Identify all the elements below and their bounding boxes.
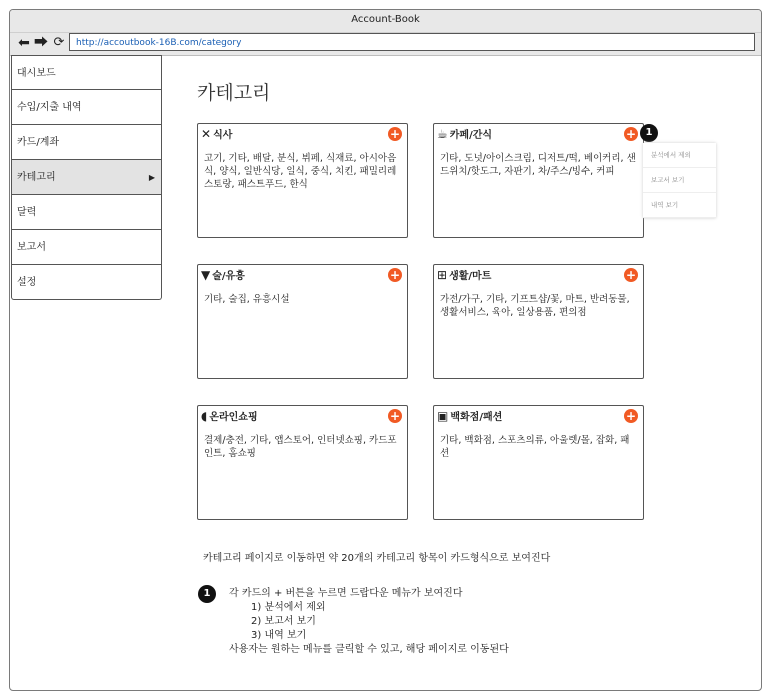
- dropdown-item-report[interactable]: 보고서 보기: [643, 168, 716, 193]
- add-menu-button[interactable]: +: [389, 268, 401, 282]
- mouse-icon: ◖: [201, 409, 208, 423]
- sidebar-item-label: 대시보드: [17, 68, 56, 79]
- window-title: Account-Book: [10, 10, 761, 33]
- note-item: 1) 분석에서 제외: [251, 602, 326, 613]
- card-dropdown-menu: [643, 143, 716, 218]
- cocktail-icon: ▼: [201, 268, 211, 282]
- card-categories: 기타, 백화점, 스포츠의류, 아울렛/몰, 잡화, 패션: [440, 435, 630, 459]
- card-categories: 가전/가구, 기타, 기프트샵/꽃, 마트, 반려동물, 생활서비스, 육아, 일상용품, 편의점: [440, 294, 630, 318]
- note-item: 2) 보고서 보기: [251, 616, 316, 627]
- sidebar-item-category[interactable]: [11, 160, 162, 195]
- card-categories: 기타, 술집, 유흥시설: [204, 294, 290, 305]
- card-title: 온라인쇼핑: [209, 412, 258, 423]
- sidebar-item-settings[interactable]: [11, 265, 162, 300]
- refresh-icon[interactable]: ⟳: [53, 35, 65, 50]
- sidebar-item-cards-accounts[interactable]: [11, 125, 162, 160]
- page-description: 카테고리 페이지로 이동하면 약 20개의 카테고리 항목이 카드형식으로 보여진다: [203, 553, 551, 564]
- sidebar-item-report[interactable]: [11, 230, 162, 265]
- sidebar-item-label: 카드/계좌: [17, 137, 60, 148]
- page-title: 카테고리: [197, 82, 271, 104]
- card-categories: 기타, 도넛/아이스크림, 디저트/떡, 베이커리, 샌드위치/핫도그, 자판기, 차/주스/빙수, 커피: [440, 153, 636, 177]
- sidebar-item-transactions[interactable]: [11, 90, 162, 125]
- card-title: 술/유흥: [212, 271, 245, 282]
- annotation-note: [229, 587, 509, 657]
- utensils-icon: ✕: [201, 127, 212, 141]
- sidebar-item-label: 수입/지출 내역: [17, 102, 82, 113]
- card-title: 카페/간식: [449, 130, 493, 141]
- sidebar-item-label: 설정: [17, 277, 37, 288]
- category-card-cafe: [433, 123, 644, 238]
- sidebar-item-calendar[interactable]: [11, 195, 162, 230]
- category-card-meal: [197, 123, 408, 238]
- back-arrow-icon[interactable]: ⬅: [18, 35, 30, 51]
- browser-toolbar: [10, 33, 761, 56]
- sidebar-item-dashboard[interactable]: [11, 55, 162, 90]
- note-lead: 각 카드의 + 버튼을 누르면 드랍다운 메뉴가 보여진다: [229, 588, 463, 599]
- add-menu-button[interactable]: +: [625, 268, 637, 282]
- note-badge: 1: [198, 585, 216, 603]
- forward-arrow-icon[interactable]: ⮕: [34, 35, 48, 51]
- sidebar: [11, 55, 162, 300]
- add-menu-button[interactable]: +: [625, 127, 637, 141]
- coffee-icon: ☕: [437, 127, 448, 141]
- dropdown-item-exclude[interactable]: 분석에서 제외: [643, 143, 716, 168]
- card-title: 생활/마트: [449, 271, 492, 282]
- add-menu-button[interactable]: +: [625, 409, 637, 423]
- note-item: 3) 내역 보기: [251, 630, 307, 641]
- sidebar-item-label: 카테고리: [17, 172, 56, 183]
- sidebar-item-label: 달력: [17, 207, 37, 218]
- category-card-drinks: [197, 264, 408, 379]
- card-categories: 결제/충전, 기타, 앱스토어, 인터넷쇼핑, 카드포인트, 홈쇼핑: [204, 435, 397, 459]
- category-card-living: [433, 264, 644, 379]
- shopping-bag-icon: ▣: [437, 409, 449, 423]
- card-title: 식사: [213, 130, 233, 141]
- add-menu-button[interactable]: +: [389, 409, 401, 423]
- note-tail: 사용자는 원하는 메뉴를 클릭할 수 있고, 해당 페이지로 이동된다: [229, 644, 509, 655]
- url-input[interactable]: http://accoutbook-16B.com/category: [69, 33, 755, 51]
- callout-badge: 1: [640, 124, 658, 142]
- category-card-department-fashion: [433, 405, 644, 520]
- card-categories: 고기, 기타, 배달, 분식, 뷔페, 식재료, 아시아음식, 양식, 일반식당, 일식, 중식, 치킨, 패밀리레스토랑, 패스트푸드, 한식: [204, 153, 397, 190]
- card-title: 백화점/패션: [450, 412, 503, 423]
- chevron-right-icon: ▶: [148, 173, 155, 182]
- category-card-online-shopping: [197, 405, 408, 520]
- sidebar-item-label: 보고서: [17, 242, 46, 253]
- dropdown-item-history[interactable]: 내역 보기: [643, 193, 716, 218]
- add-menu-button[interactable]: +: [389, 127, 401, 141]
- cart-icon: ⊞: [437, 268, 448, 282]
